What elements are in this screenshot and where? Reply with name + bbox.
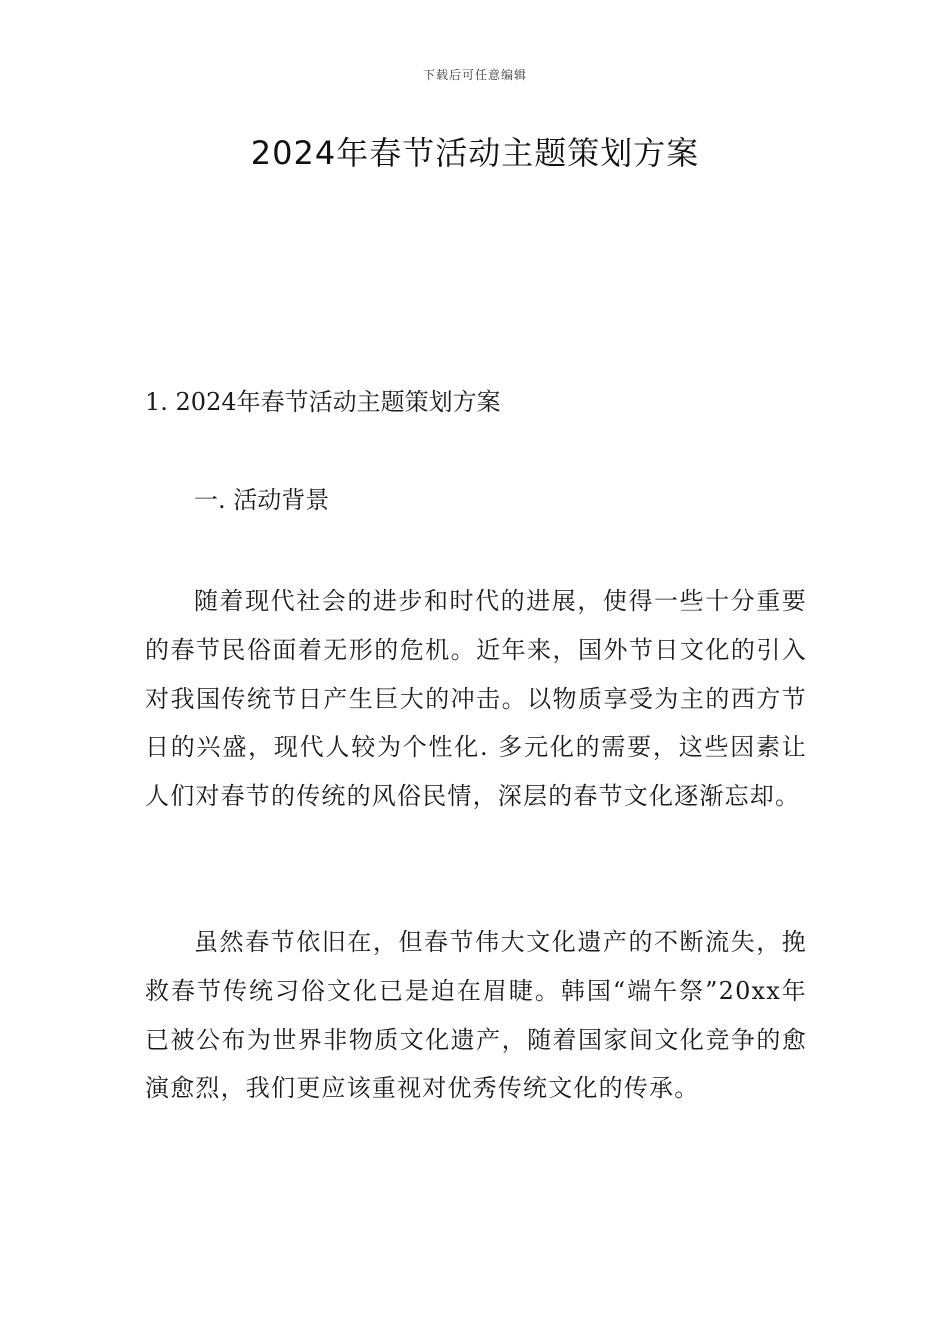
body-paragraph: 随着现代社会的进步和时代的进展，使得一些十分重要的春节民俗面着无形的危机。近年来，国外节日文化的引入对我国传统节日产生巨大的冲击。以物质享受为主的西方节日的兴盛，现代人较为个性化. 多元化的需要，这些因素让人们对春节的传统的风俗民情，深层的春节文化逐渐忘却。 <box>145 587 807 811</box>
sub-heading: 一. 活动背景 <box>194 486 330 514</box>
header-note: 下载后可任意编辑 <box>422 68 527 82</box>
section-heading: 1. 2024年春节活动主题策划方案 <box>145 388 501 416</box>
document-title: 2024年春节活动主题策划方案 <box>250 134 700 172</box>
body-paragraph: 虽然春节依旧在，但春节伟大文化遗产的不断流失，挽救春节传统习俗文化已是迫在眉睫。韩国“端午祭”20xx年已被公布为世界非物质文化遗产，随着国家间文化竞争的愈演愈烈，我们更应该重视对优秀传统文化的传承。 <box>145 928 807 1103</box>
